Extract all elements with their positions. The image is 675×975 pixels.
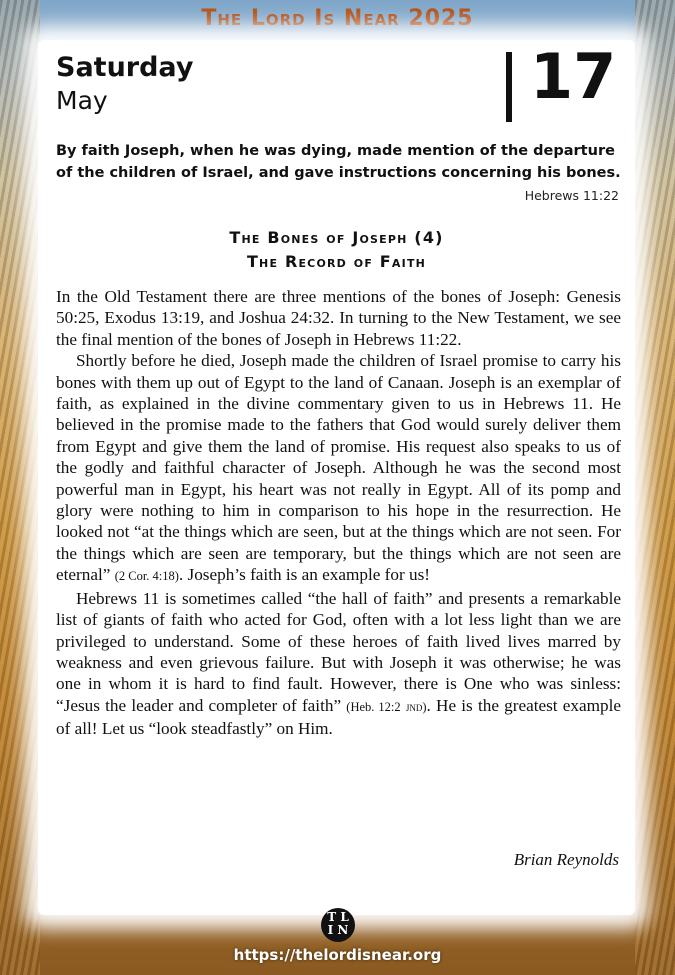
scripture-ref: (Heb. 12:2 <box>346 699 401 714</box>
paragraph-3-end: . He is the greatest example of all! Let us “look steadfastly” on Him. <box>56 695 622 739</box>
month: May <box>56 86 108 115</box>
key-verse: By faith Joseph, when he was dying, made mention of the departure of the children of Israel, and gave instructions concerning his bones. <box>56 143 621 181</box>
translation-abbrev: jnd <box>405 699 423 714</box>
scripture-ref-close: ) <box>422 699 427 714</box>
wheat-background-left <box>0 0 40 975</box>
paragraph-2 <box>56 350 621 587</box>
devotional-card <box>38 40 635 915</box>
scripture-ref: (2 Cor. 4:18) <box>114 569 179 584</box>
paragraph-3-text: Hebrews 11 is sometimes called “the hall of faith” and presents a remarkable list of giants of faith who acted for God, often with a lot less light than we are privileged to understand. Some of these heroes of faith lived lives marred by weakness and even grievous failure. But with Joseph it was otherwise; he was one in whom it is hard to find fault. However, there is One who was sinless: “Jesus the leader and completer of faith” <box>56 588 621 715</box>
wheat-background-right <box>635 0 675 975</box>
paragraph-1: In the Old Testament there are three mentions of the bones of Joseph: Genesis 50:25, Exodus 13:19, and Joshua 24:32. In turning to the New Testament, we see the final mention of the bones of Joseph in Hebrews 11:22. <box>56 287 621 349</box>
day-number: 17 <box>530 40 617 113</box>
article-heading: The Bones of Joseph (4) <box>229 228 444 247</box>
logo-text-bottom: I N <box>327 923 349 937</box>
tlin-logo-icon <box>321 908 355 942</box>
verse-reference: Hebrews 11:22 <box>524 188 619 203</box>
website-link[interactable]: https://thelordisnear.org <box>233 946 442 964</box>
paragraph-2-text: Shortly before he died, Joseph made the children of Israel promise to carry his bones with them up out of Egypt to the land of Canaan. Joseph is an exemplar of faith, as explained in the divine commentary given to us in Hebrews 11. He believed in the promise made to the fathers that God would surely deliver them from Egypt and give them the land of promise. His request also speaks to us of the godly and faithful character of Joseph. Although he was the second most powerful man in Egypt, his heart was not really in Egypt. All of its pomp and glory were nothing to him in comparison to his hope in the resurrection. He looked not “at the things which are seen, but at the things which are not seen. For the things which are seen are temporary, but the things which are not seen are eternal” <box>56 351 621 585</box>
paragraph-2-end: . Joseph’s faith is an example for us! <box>178 565 430 585</box>
article-subheading: The Record of Faith <box>246 252 427 271</box>
logo-text-top: T L <box>327 910 349 924</box>
paragraph-3 <box>56 588 621 740</box>
author-name: Brian Reynolds <box>513 850 619 869</box>
date-divider <box>506 52 512 122</box>
article-body <box>56 286 621 740</box>
weekday: Saturday <box>56 52 194 83</box>
publication-title: The Lord Is Near 2025 <box>201 6 474 31</box>
